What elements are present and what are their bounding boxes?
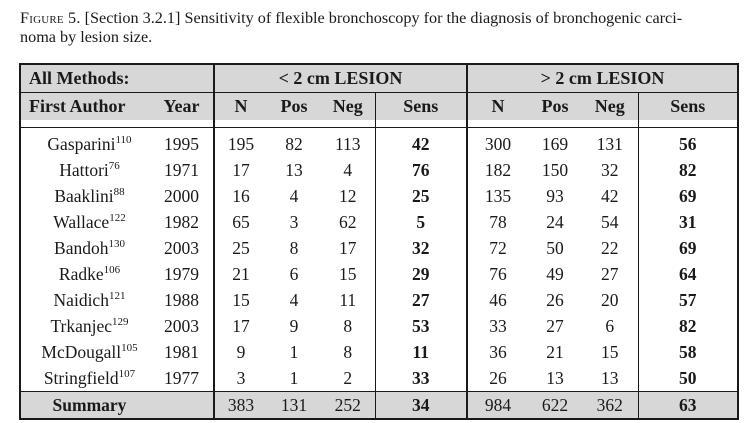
neg-large-cell: 20	[601, 289, 619, 310]
n-small-cell: 65	[214, 209, 267, 235]
sens-large-cell: 64	[638, 261, 738, 287]
pos-large-cell: 27	[546, 315, 564, 336]
n-large-cell: 76	[467, 261, 528, 287]
neg-large-cell: 42	[601, 185, 619, 206]
reference-number: 88	[113, 185, 125, 198]
pos-large-cell: 169	[541, 133, 569, 154]
sens-small-cell: 25	[375, 183, 467, 209]
author-name: Hattori	[59, 159, 109, 180]
reference-number: 129	[112, 315, 129, 328]
neg-small-cell: 113	[334, 133, 361, 154]
reference-number: 107	[118, 367, 136, 380]
summary-pos-large: 622	[528, 392, 582, 420]
author-name: Trkanjec	[50, 315, 113, 336]
table-row	[20, 183, 738, 209]
sens-small-cell: 5	[375, 209, 467, 235]
sens-large-cell: 82	[638, 157, 738, 183]
neg-small-cell: 4	[343, 159, 353, 180]
table-row	[20, 131, 738, 157]
sens-large-cell: 31	[638, 209, 738, 235]
sens-large-cell: 57	[638, 287, 738, 313]
sens-small-cell: 42	[375, 131, 467, 157]
pos-small-cell: 82	[285, 133, 303, 154]
summary-neg-large: 362	[582, 392, 638, 420]
figure-caption	[20, 9, 738, 47]
reference-number: 110	[115, 133, 132, 146]
n-large-cell: 135	[467, 183, 528, 209]
all-methods-header: All Methods:	[20, 64, 214, 93]
pos-large-cell: 150	[541, 159, 569, 180]
author-cell	[20, 313, 150, 339]
sens-large-cell: 56	[638, 131, 738, 157]
author-cell	[20, 209, 150, 235]
n-small-cell: 195	[214, 131, 267, 157]
col-header-year: Year	[150, 93, 214, 121]
neg-large-cell: 22	[601, 237, 619, 258]
col-header-sens-large: Sens	[638, 93, 738, 121]
sens-large-cell: 82	[638, 313, 738, 339]
pos-large-cell: 26	[546, 289, 564, 310]
year-cell: 2003	[164, 315, 199, 336]
pos-small-cell: 4	[289, 185, 299, 206]
n-small-cell: 21	[214, 261, 267, 287]
neg-small-cell: 8	[343, 315, 353, 336]
n-large-cell: 78	[467, 209, 528, 235]
author-cell	[20, 131, 150, 157]
author-name: Baaklini	[54, 185, 114, 206]
reference-number: 105	[121, 341, 138, 354]
table-row	[20, 365, 738, 392]
n-small-cell: 25	[214, 235, 267, 261]
n-small-cell: 9	[214, 339, 267, 365]
n-large-cell: 46	[467, 287, 528, 313]
n-large-cell: 182	[467, 157, 528, 183]
pos-small-cell: 9	[289, 315, 299, 336]
header-spacer	[20, 120, 738, 128]
year-cell: 1971	[164, 159, 199, 180]
year-cell: 1979	[164, 263, 199, 284]
sens-large-cell: 69	[638, 235, 738, 261]
year-cell: 2003	[164, 237, 199, 258]
author-cell	[20, 235, 150, 261]
year-cell: 1982	[164, 211, 199, 232]
year-cell: 1981	[164, 341, 199, 362]
reference-number: 76	[108, 159, 120, 172]
n-large-cell: 36	[467, 339, 528, 365]
figure-label: Figure 5.	[20, 9, 81, 27]
small-lesion-header: < 2 cm LESION	[214, 64, 467, 93]
col-header-n-small: N	[214, 93, 267, 121]
summary-pos-small: 131	[267, 392, 321, 420]
neg-small-cell: 15	[339, 263, 357, 284]
col-header-neg-large: Neg	[582, 93, 638, 121]
author-cell	[20, 183, 150, 209]
summary-sens-small: 34	[375, 392, 467, 420]
neg-small-cell: 11	[339, 289, 357, 310]
neg-large-cell: 131	[596, 133, 623, 154]
reference-number: 130	[108, 237, 125, 250]
sens-small-cell: 29	[375, 261, 467, 287]
author-name: Naidich	[53, 289, 109, 310]
neg-large-cell: 6	[605, 315, 615, 336]
summary-label: Summary	[20, 392, 150, 420]
col-header-pos-large: Pos	[528, 93, 582, 121]
summary-neg-small: 252	[321, 392, 375, 420]
caption-text-line1: [Section 3.2.1] Sensitivity of flexible bronchoscopy for the diagnosis of bronchogenic carci-	[84, 9, 683, 27]
sens-small-cell: 32	[375, 235, 467, 261]
n-large-cell: 72	[467, 235, 528, 261]
pos-small-cell: 1	[289, 367, 299, 388]
sens-small-cell: 11	[375, 339, 467, 365]
pos-large-cell: 50	[546, 237, 564, 258]
n-small-cell: 15	[214, 287, 267, 313]
n-large-cell: 300	[467, 131, 528, 157]
pos-large-cell: 13	[546, 367, 564, 388]
table-row	[20, 287, 738, 313]
neg-large-cell: 27	[601, 263, 619, 284]
caption-text-line2: noma by lesion size.	[20, 28, 153, 46]
pos-small-cell: 3	[289, 211, 299, 232]
col-header-n-large: N	[467, 93, 528, 121]
neg-small-cell: 62	[339, 211, 357, 232]
year-cell: 1995	[164, 133, 199, 154]
neg-small-cell: 17	[339, 237, 357, 258]
reference-number: 106	[103, 263, 121, 276]
n-large-cell: 33	[467, 313, 528, 339]
pos-small-cell: 13	[285, 159, 303, 180]
neg-large-cell: 15	[601, 341, 619, 362]
neg-large-cell: 32	[601, 159, 619, 180]
large-lesion-header: > 2 cm LESION	[467, 64, 738, 93]
neg-small-cell: 2	[343, 367, 353, 388]
sens-small-cell: 27	[375, 287, 467, 313]
author-name: Radke	[58, 263, 104, 284]
author-name: Wallace	[53, 211, 110, 232]
pos-large-cell: 21	[546, 341, 564, 362]
table-row	[20, 235, 738, 261]
pos-small-cell: 4	[289, 289, 299, 310]
n-small-cell: 17	[214, 313, 267, 339]
summary-row	[20, 392, 738, 420]
n-small-cell: 17	[214, 157, 267, 183]
summary-n-large: 984	[467, 392, 528, 420]
n-small-cell: 16	[214, 183, 267, 209]
author-cell	[20, 157, 150, 183]
neg-small-cell: 12	[339, 185, 357, 206]
author-name: McDougall	[41, 341, 122, 362]
n-small-cell: 3	[214, 365, 267, 392]
pos-large-cell: 49	[546, 263, 564, 284]
pos-small-cell: 1	[289, 341, 299, 362]
pos-small-cell: 8	[289, 237, 299, 258]
pos-large-cell: 24	[546, 211, 564, 232]
neg-large-cell: 54	[601, 211, 619, 232]
year-cell: 2000	[164, 185, 199, 206]
year-cell: 1977	[164, 367, 199, 388]
reference-number: 122	[109, 211, 126, 224]
sensitivity-table	[19, 63, 739, 420]
sens-small-cell: 53	[375, 313, 467, 339]
n-large-cell: 26	[467, 365, 528, 392]
author-cell	[20, 287, 150, 313]
author-name: Stringfield	[43, 367, 119, 388]
author-cell	[20, 261, 150, 287]
group-header-row	[20, 64, 738, 93]
table-row	[20, 313, 738, 339]
table-row	[20, 339, 738, 365]
column-header-row	[20, 93, 738, 121]
reference-number: 121	[108, 289, 126, 302]
table-row	[20, 209, 738, 235]
sens-large-cell: 69	[638, 183, 738, 209]
col-header-pos-small: Pos	[267, 93, 321, 121]
col-header-first-author: First Author	[20, 93, 150, 121]
author-cell	[20, 365, 150, 392]
pos-large-cell: 93	[546, 185, 564, 206]
col-header-sens-small: Sens	[375, 93, 467, 121]
col-header-neg-small: Neg	[321, 93, 375, 121]
year-cell: 1988	[164, 289, 199, 310]
table-row	[20, 261, 738, 287]
sens-small-cell: 33	[375, 365, 467, 392]
neg-large-cell: 13	[601, 367, 619, 388]
neg-small-cell: 8	[343, 341, 353, 362]
sens-large-cell: 58	[638, 339, 738, 365]
summary-n-small: 383	[214, 392, 267, 420]
author-name: Bandoh	[54, 237, 109, 258]
summary-sens-large: 63	[638, 392, 738, 420]
sens-small-cell: 76	[375, 157, 467, 183]
author-name: Gasparini	[47, 133, 116, 154]
table-row	[20, 157, 738, 183]
author-cell	[20, 339, 150, 365]
pos-small-cell: 6	[289, 263, 299, 284]
sens-large-cell: 50	[638, 365, 738, 392]
